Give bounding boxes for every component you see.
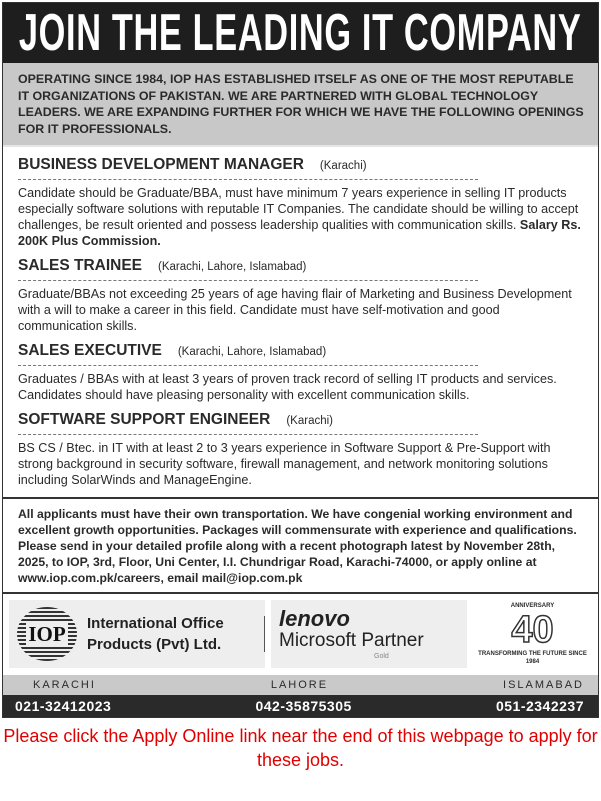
- lenovo-logo: lenovo: [279, 605, 350, 631]
- job-title: SALES TRAINEE: [18, 257, 143, 274]
- microsoft-partner-logo: Microsoft Partner: [279, 629, 424, 651]
- gold-label: Gold: [374, 652, 389, 660]
- city-islamabad: ISLAMABAD: [503, 679, 584, 691]
- office-phones: [3, 695, 598, 717]
- phone-lahore: 042-35875305: [255, 698, 352, 714]
- anniversary-label: ANNIVERSARY: [510, 603, 555, 609]
- job-description: Candidate should be Graduate/BBA, must have minimum 7 years experience in selling IT products especially software solutions with reputable IT Companies. The candidate should be willing to accept challenges, be result oriented and possess leadership qualities with communication skills.: [18, 186, 579, 232]
- job-location: (Karachi, Lahore, Islamabad): [158, 261, 307, 273]
- divider: [18, 179, 478, 180]
- office-cities: [3, 675, 598, 695]
- job-description: Graduates / BBAs with at least 3 years of proven track record of selling IT products and services. Candidates should have pleasing personality with excellent communication skills.: [18, 372, 557, 402]
- job-item: [18, 256, 586, 334]
- job-location: (Karachi, Lahore, Islamabad): [177, 346, 327, 358]
- partner-logos: [271, 600, 467, 668]
- anniversary-logo: [473, 600, 592, 668]
- divider: [264, 616, 265, 652]
- job-location: (Karachi): [286, 415, 333, 427]
- ad-header: [3, 3, 598, 63]
- job-list: [3, 147, 598, 488]
- divider: [18, 280, 478, 281]
- iop-globe-icon: IOP: [17, 607, 77, 661]
- city-karachi: KARACHI: [33, 679, 96, 691]
- company-name-line2: Products (Pvt) Ltd.: [87, 636, 222, 653]
- job-description: Graduate/BBAs not exceeding 25 years of age having flair of Marketing and Business Development with a will to make a career in this field. Candidate must have self-motivation and good communication skills.: [18, 287, 572, 333]
- job-title: SOFTWARE SUPPORT ENGINEER: [18, 411, 271, 428]
- intro-text: OPERATING SINCE 1984, IOP HAS ESTABLISHED ITSELF AS ONE OF THE MOST REPUTABLE IT ORGANIZATIONS OF PAKISTAN. WE ARE PARTNERED WITH GLOBAL TECHNOLOGY LEADERS. WE ARE EXPANDING FURTHER FOR WHICH WE HAVE THE FOLLOWING OPENINGS FOR IT PROFESSIONALS.: [3, 63, 598, 147]
- anniversary-tagline: TRANSFORMING THE FUTURE SINCE 1984: [478, 651, 587, 665]
- job-ad: [2, 2, 599, 718]
- logo-band: [9, 600, 592, 668]
- company-name-line1: International Office: [87, 615, 224, 632]
- job-description: BS CS / Btec. in IT with at least 2 to 3 years experience in Software Support & Pre-Support with strong background in security software, firewall management, and network monitoring solutions including SolarWinds and ManageEngine.: [18, 441, 551, 487]
- job-item: [18, 155, 586, 249]
- iop-logo: [9, 600, 265, 668]
- divider: [18, 434, 478, 435]
- job-title: BUSINESS DEVELOPMENT MANAGER: [18, 156, 304, 173]
- divider: [18, 365, 478, 366]
- job-item: [18, 341, 586, 403]
- ad-title: JOIN THE LEADING IT COMPANY: [19, 4, 582, 62]
- job-title: SALES EXECUTIVE: [18, 342, 162, 359]
- phone-karachi: 021-32412023: [15, 698, 112, 714]
- job-item: [18, 410, 586, 488]
- job-salary: Salary Rs. 200K Plus Commission.: [18, 218, 581, 248]
- forty-years-icon: 40: [511, 609, 554, 651]
- application-instructions: All applicants must have their own transportation. We have congenial working environment and excellent growth opportunities. Packages will commensurate with experience and qualifications. Please send in your detailed profile along with a recent photograph latest by November 28th, 2025, to IOP, 3rd, Floor, Uni Center, I.I. Chundrigar Road, Karachi-74000, or apply online at www.iop.com.pk/careers, email mail@iop.com.pk: [3, 497, 598, 594]
- apply-online-note: Please click the Apply Online link near the end of this webpage to apply for these jobs.: [3, 726, 598, 770]
- job-location: (Karachi): [319, 160, 367, 172]
- phone-islamabad: 051-2342237: [495, 698, 584, 714]
- city-lahore: LAHORE: [270, 679, 329, 691]
